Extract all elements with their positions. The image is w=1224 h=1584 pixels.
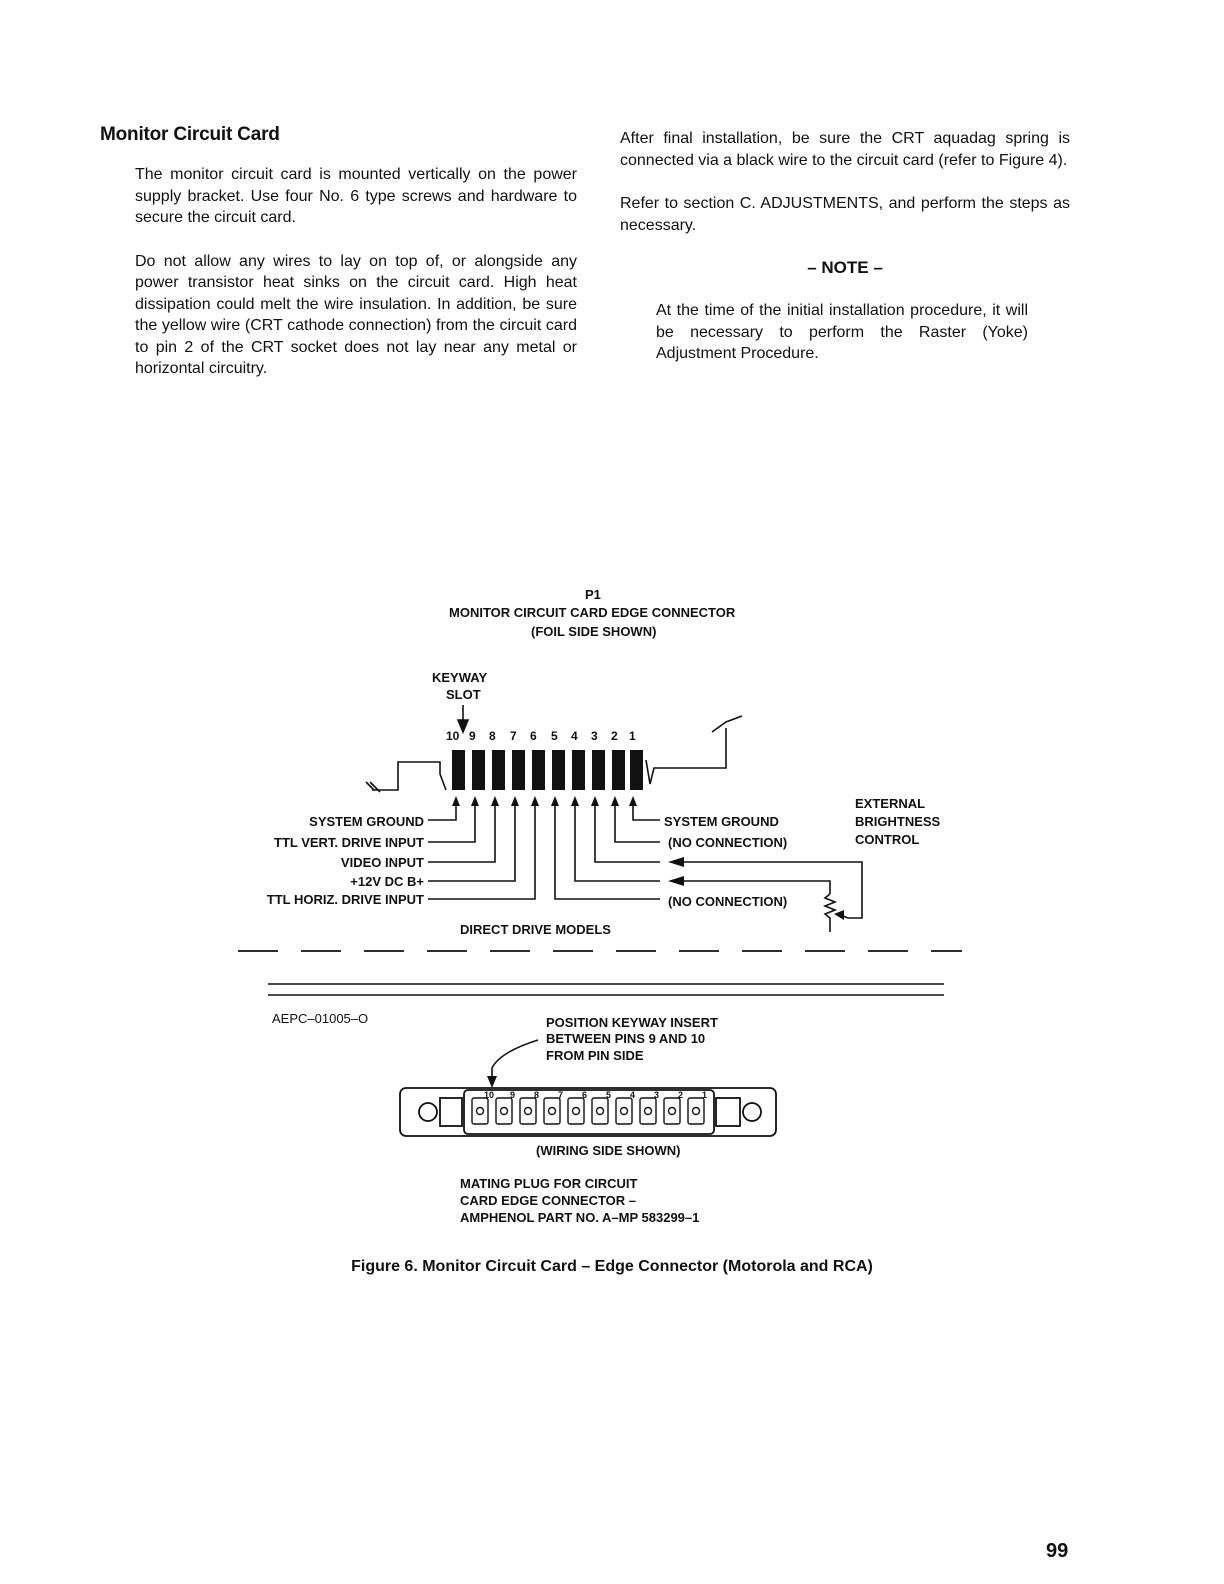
ext-brightness-line2: BRIGHTNESS: [855, 814, 941, 829]
p1-label: P1: [585, 587, 601, 602]
note-text: At the time of the initial installation procedure, it will be necessary to perform the Raster (Yoke) Adjustment Procedure.: [656, 302, 1028, 362]
mating-line2: CARD EDGE CONNECTOR –: [460, 1193, 637, 1208]
finger-8: [492, 750, 505, 790]
note-label: – NOTE –: [807, 258, 883, 277]
wiring-side-label: (WIRING SIDE SHOWN): [536, 1143, 681, 1158]
direct-drive-label: DIRECT DRIVE MODELS: [460, 922, 611, 937]
keyway-arrow-icon: [458, 705, 468, 732]
finger-7: [512, 750, 525, 790]
plug-pin-2: 2: [678, 1090, 684, 1100]
section-heading: Monitor Circuit Card: [100, 124, 280, 145]
position-arrow-icon: [492, 1040, 538, 1080]
mating-line1: MATING PLUG FOR CIRCUIT: [460, 1176, 638, 1191]
finger-2: [612, 750, 625, 790]
finger-10: [452, 750, 465, 790]
paragraph-adjustments: Refer to section C. ADJUSTMENTS, and perform the steps as necessary.: [620, 195, 1070, 234]
mating-line3: AMPHENOL PART NO. A–MP 583299–1: [460, 1210, 700, 1225]
plug-pin-1: 1: [702, 1090, 708, 1100]
ext-brightness-line1: EXTERNAL: [855, 796, 926, 811]
input-arrow-icons: [668, 857, 844, 920]
figure-caption: Figure 6. Monitor Circuit Card – Edge Connector (Motorola and RCA): [351, 1258, 873, 1275]
pin-number-5: 5: [551, 729, 558, 743]
plug-pin-9: 9: [510, 1090, 516, 1100]
label-no-connection-2: (NO CONNECTION): [668, 894, 788, 909]
ext-brightness-line3: CONTROL: [855, 832, 920, 847]
pin-number-8: 8: [489, 729, 496, 743]
label-ttl-vert-drive: TTL VERT. DRIVE INPUT: [274, 835, 424, 850]
finger-6: [532, 750, 545, 790]
plug-pin-6: 6: [582, 1090, 588, 1100]
plug-pin-10: 10: [484, 1090, 495, 1100]
keyway-label-line2: SLOT: [446, 687, 481, 702]
plug-pin-3: 3: [654, 1090, 660, 1100]
mount-hole-right: [743, 1103, 761, 1121]
pin-number-6: 6: [530, 729, 537, 743]
label-ttl-horiz-drive: TTL HORIZ. DRIVE INPUT: [266, 892, 424, 907]
paragraph-mounting: The monitor circuit card is mounted vertically on the power supply bracket. Use four No. 6 type screws and hardware to secure the circuit card.: [135, 166, 577, 226]
finger-1: [630, 750, 643, 790]
label-no-connection-1: (NO CONNECTION): [668, 835, 788, 850]
finger-3: [592, 750, 605, 790]
paragraph-aquadag: After final installation, be sure the CRT aquadag spring is connected via a black wire to the circuit card (refer to Figure 4).: [620, 130, 1070, 169]
label-system-ground-left: SYSTEM GROUND: [309, 814, 424, 829]
position-arrowhead-icon: [487, 1076, 497, 1088]
plug-pin-5: 5: [606, 1090, 612, 1100]
label-video-input: VIDEO INPUT: [340, 855, 424, 870]
diagram-title: MONITOR CIRCUIT CARD EDGE CONNECTOR: [449, 605, 736, 620]
paragraph-wiring-caution: Do not allow any wires to lay on top of, or alongside any power transistor heat sinks on the circuit card. High heat dissipation could melt the wire insulation. In addition, be sure the yellow wire (CRT cathode connection) from the circuit card to pin 2 of the CRT socket does not lay near any metal or horizontal circuitry.: [135, 252, 577, 377]
part-code: AEPC–01005–O: [272, 1011, 369, 1026]
position-line2: BETWEEN PINS 9 AND 10: [546, 1031, 706, 1046]
pin-number-4: 4: [571, 729, 578, 743]
pin-number-2: 2: [611, 729, 618, 743]
finger-5: [552, 750, 565, 790]
contact-fingers: [452, 750, 643, 790]
keyway-label-line1: KEYWAY: [432, 670, 488, 685]
plug-contacts: [472, 1098, 704, 1124]
page-number: 99: [1046, 1540, 1069, 1562]
pin-number-9: 9: [469, 729, 476, 743]
finger-4: [572, 750, 585, 790]
position-line1: POSITION KEYWAY INSERT: [546, 1015, 718, 1030]
plug-pin-8: 8: [534, 1090, 540, 1100]
label-system-ground-right: SYSTEM GROUND: [664, 814, 779, 829]
finger-9: [472, 750, 485, 790]
pin-number-7: 7: [510, 729, 517, 743]
pin-number-1: 1: [629, 729, 636, 743]
plug-pin-7: 7: [558, 1090, 564, 1100]
mount-hole-left: [419, 1103, 437, 1121]
position-line3: FROM PIN SIDE: [546, 1048, 644, 1063]
mating-plug: [400, 1088, 776, 1136]
wire-lines: [428, 806, 862, 932]
pin-number-10: 10: [446, 729, 460, 743]
label-12v-dc: +12V DC B+: [350, 874, 424, 889]
plug-pin-4: 4: [630, 1090, 636, 1100]
diagram-subtitle: (FOIL SIDE SHOWN): [531, 624, 657, 639]
pin-number-3: 3: [591, 729, 598, 743]
pin-arrows: [452, 796, 637, 806]
